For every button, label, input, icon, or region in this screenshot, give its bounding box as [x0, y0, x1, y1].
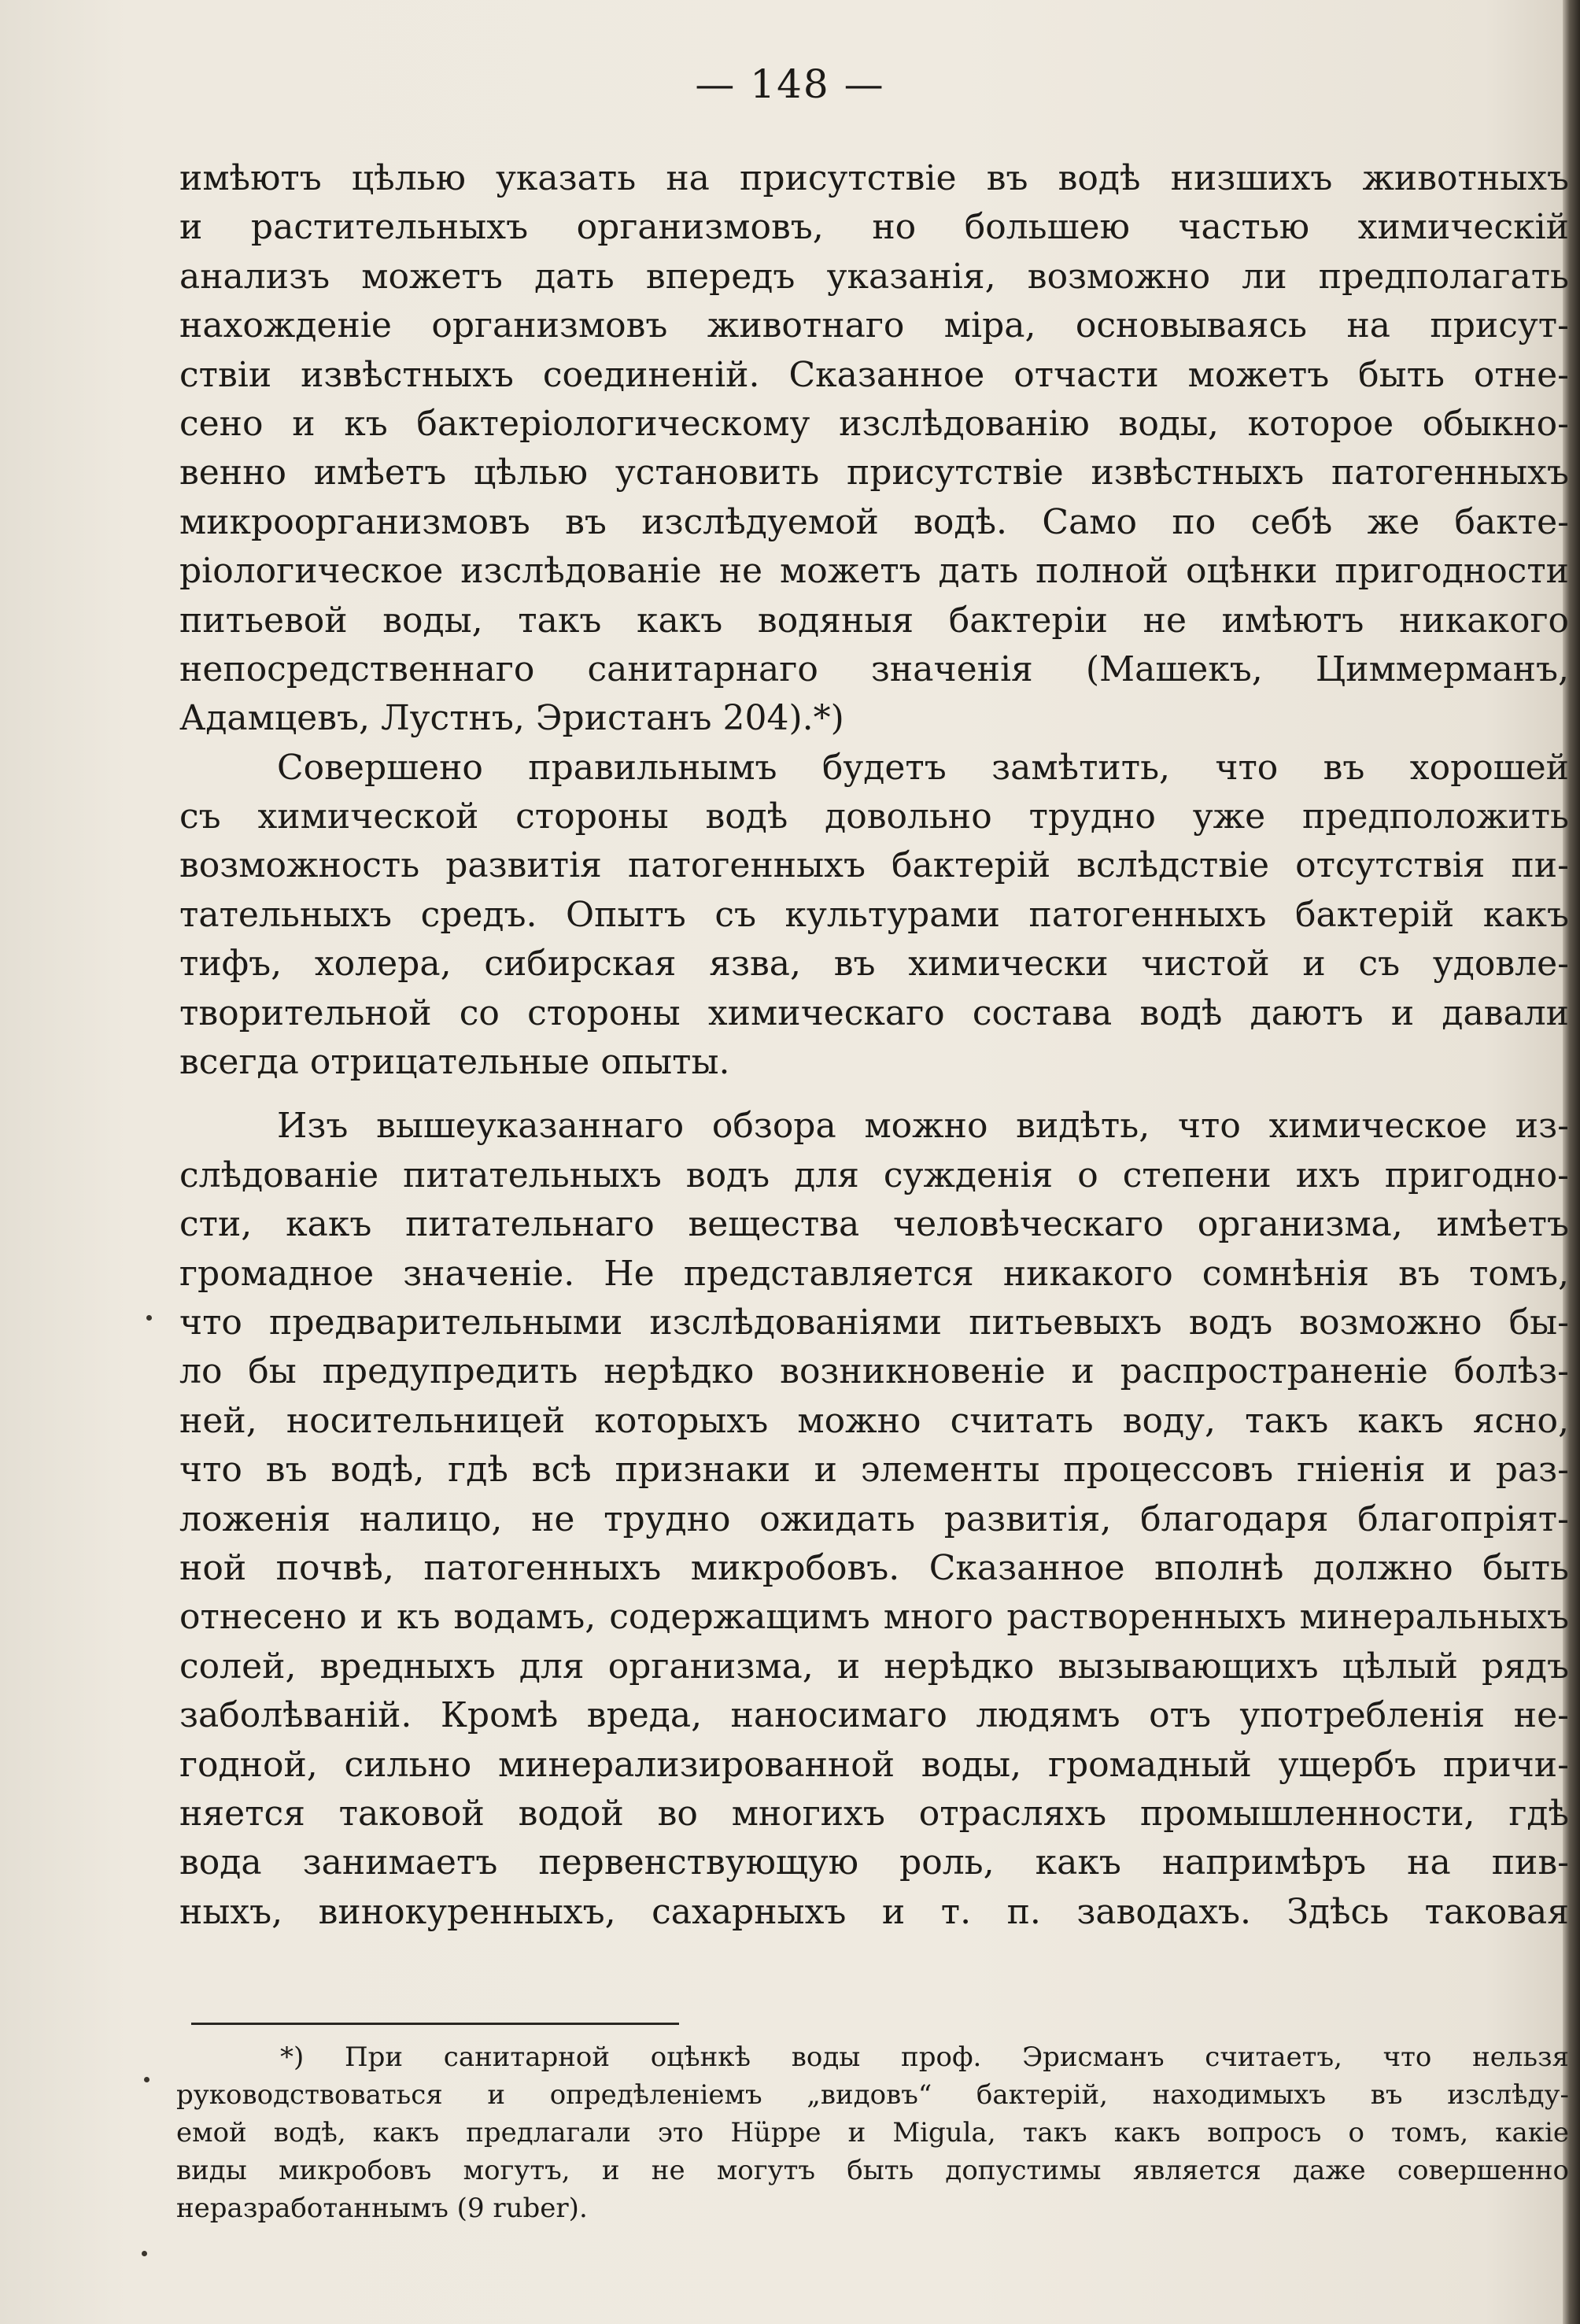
- text-line: громадное значеніе. Не представляется никакого сомнѣнія въ томъ,: [179, 1253, 1569, 1294]
- text-line: сено и къ бактеріологическому изслѣдованію воды, которое обыкно-: [179, 403, 1569, 444]
- text-line: микроорганизмовъ въ изслѣдуемой водѣ. Само по себѣ же бакте-: [179, 501, 1569, 542]
- text-line: ріологическое изслѣдованіе не можетъ дать полной оцѣнки пригодности: [179, 551, 1569, 592]
- footnote-line: неразработаннымъ (9 ruber).: [176, 2193, 588, 2224]
- text-line: ной почвѣ, патогенныхъ микробовъ. Сказанное вполнѣ должно быть: [179, 1547, 1569, 1588]
- text-line: питьевой воды, такъ какъ водяныя бактеріи не имѣютъ никакого: [179, 600, 1569, 641]
- footnote: [176, 2038, 1569, 2227]
- paragraph-gap: [179, 1087, 1569, 1102]
- text-line: солей, вредныхъ для организма, и нерѣдко вызывающихъ цѣлый рядъ: [179, 1646, 1569, 1687]
- footnote-line: *) При санитарной оцѣнкѣ воды проф. Эрисманъ считаетъ, что нельзя: [280, 2041, 1569, 2073]
- footnote-line: емой водѣ, какъ предлагали это Hüppe и Migula, такъ какъ вопросъ о томъ, какіе: [176, 2117, 1569, 2148]
- main-text: [179, 154, 1569, 1937]
- text-line: съ химической стороны водѣ довольно трудно уже предположить: [179, 796, 1569, 837]
- text-line: Адамцевъ, Лустнъ, Эристанъ 204).*): [179, 698, 844, 739]
- text-line: ложенія налицо, не трудно ожидать развитія, благодаря благопріят-: [179, 1498, 1569, 1539]
- text-line: сти, какъ питательнаго вещества человѣческаго организма, имѣетъ: [179, 1204, 1569, 1245]
- text-line: тательныхъ средъ. Опытъ съ культурами патогенныхъ бактерій какъ: [179, 894, 1569, 935]
- footnote-line: руководствоваться и опредѣленіемъ „видовъ“ бактерій, находимыхъ въ изслѣду-: [176, 2079, 1569, 2111]
- footnote-separator: [191, 2023, 679, 2025]
- text-line: непосредственнаго санитарнаго значенія (Машекъ, Циммерманъ,: [179, 648, 1569, 689]
- text-line: анализъ можетъ дать впередъ указанія, возможно ли предполагать: [179, 256, 1569, 297]
- text-line: годной, сильно минерализированной воды, громадный ущербъ причи-: [179, 1744, 1569, 1785]
- paragraph-start-line: Совершено правильнымъ будетъ замѣтить, что въ хорошей: [277, 747, 1569, 788]
- footnote-line: виды микробовъ могутъ, и не могутъ быть допустимы является даже совершенно: [176, 2155, 1569, 2186]
- text-line: ней, носительницей которыхъ можно считать воду, такъ какъ ясно,: [179, 1400, 1569, 1441]
- text-line: творительной со стороны химическаго состава водѣ даютъ и давали: [179, 992, 1569, 1033]
- text-line: ныхъ, винокуренныхъ, сахарныхъ и т. п. заводахъ. Здѣсь таковая: [179, 1891, 1569, 1932]
- text-line: слѣдованіе питательныхъ водъ для сужденія о степени ихъ пригодно-: [179, 1155, 1569, 1195]
- paragraph-start-line: Изъ вышеуказаннаго обзора можно видѣть, что химическое из-: [277, 1106, 1569, 1147]
- text-line: и растительныхъ организмовъ, но большею частью химическій: [179, 207, 1569, 248]
- page-number: — 148 —: [695, 61, 885, 107]
- text-line: няется таковой водой во многихъ отрасляхъ промышленности, гдѣ: [179, 1793, 1569, 1834]
- text-line: что въ водѣ, гдѣ всѣ признаки и элементы процессовъ гніенія и раз-: [179, 1450, 1569, 1491]
- text-line: тифъ, холера, сибирская язва, въ химически чистой и съ удовле-: [179, 944, 1569, 985]
- text-line: отнесено и къ водамъ, содержащимъ много растворенныхъ минеральныхъ: [179, 1597, 1569, 1638]
- text-line: всегда отрицательные опыты.: [179, 1042, 730, 1083]
- text-line: что предварительными изслѣдованіями питьевыхъ водъ возможно бы-: [179, 1302, 1569, 1343]
- text-line: венно имѣетъ цѣлью установить присутствіе извѣстныхъ патогенныхъ: [179, 453, 1569, 493]
- text-line: имѣютъ цѣлью указать на присутствіе въ водѣ низшихъ животныхъ: [179, 158, 1569, 198]
- margin-speck: [144, 2077, 150, 2082]
- text-line: вода занимаетъ первенствующую роль, какъ напримѣръ на пив-: [179, 1842, 1569, 1883]
- text-line: возможность развитія патогенныхъ бактерій вслѣдствіе отсутствія пи-: [179, 845, 1569, 886]
- margin-speck: [146, 1315, 152, 1321]
- text-line: ло бы предупредить нерѣдко возникновеніе и распространеніе болѣз-: [179, 1351, 1569, 1392]
- margin-speck: [142, 2251, 147, 2256]
- text-line: заболѣваній. Кромѣ вреда, наносимаго людямъ отъ употребленія не-: [179, 1695, 1569, 1736]
- text-line: ствіи извѣстныхъ соединеній. Сказанное отчасти можетъ быть отне-: [179, 354, 1569, 395]
- text-line: нахожденіе организмовъ животнаго міра, основываясь на присут-: [179, 305, 1569, 346]
